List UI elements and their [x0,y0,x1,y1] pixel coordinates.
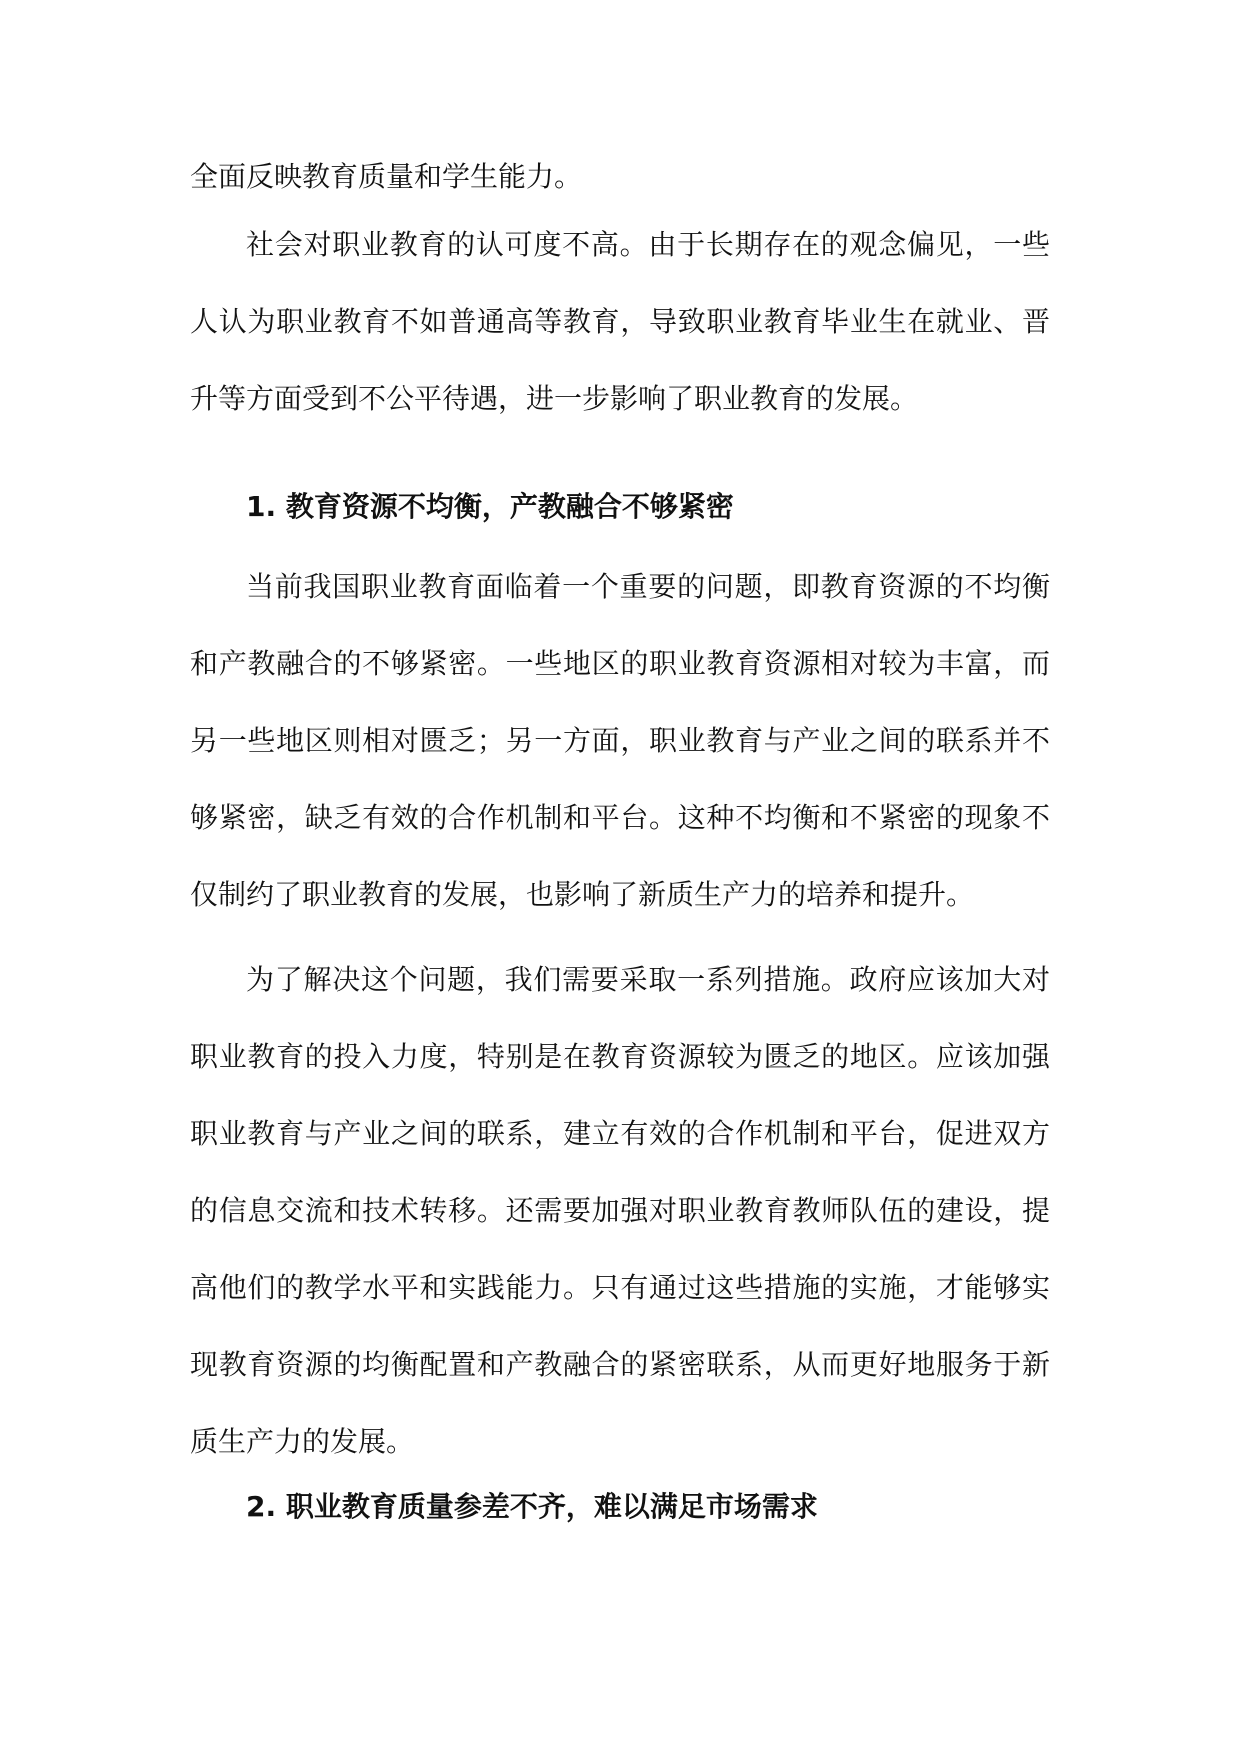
paragraph-continuation: 全面反映教育质量和学生能力。 [190,160,583,193]
paragraph-measures: 为了解决这个问题，我们需要采取一系列措施。政府应该加大对职业教育的投入力度，特别是在教育资源较为匮乏的地区。应该加强职业教育与产业之间的联系，建立有效的合作机制和平台，促进双方的信息交流和技术转移。还需要加强对职业教育教师队伍的建设，提高他们的教学水平和实践能力。只有通过这些措施的实施，才能够实现教育资源的均衡配置和产教融合的紧密联系，从而更好地服务于新质生产力的发展。 [190,963,1050,1458]
section-heading-1: 1. 教育资源不均衡，产教融合不够紧密 [246,490,734,523]
section-heading-2: 2. 职业教育质量参差不齐，难以满足市场需求 [246,1490,818,1523]
paragraph-resource-imbalance: 当前我国职业教育面临着一个重要的问题，即教育资源的不均衡和产教融合的不够紧密。一些地区的职业教育资源相对较为丰富，而另一些地区则相对匮乏；另一方面，职业教育与产业之间的联系并不够紧密，缺乏有效的合作机制和平台。这种不均衡和不紧密的现象不仅制约了职业教育的发展，也影响了新质生产力的培养和提升。 [190,570,1050,911]
paragraph-social-recognition: 社会对职业教育的认可度不高。由于长期存在的观念偏见，一些人认为职业教育不如普通高等教育，导致职业教育毕业生在就业、晋升等方面受到不公平待遇，进一步影响了职业教育的发展。 [190,228,1050,415]
